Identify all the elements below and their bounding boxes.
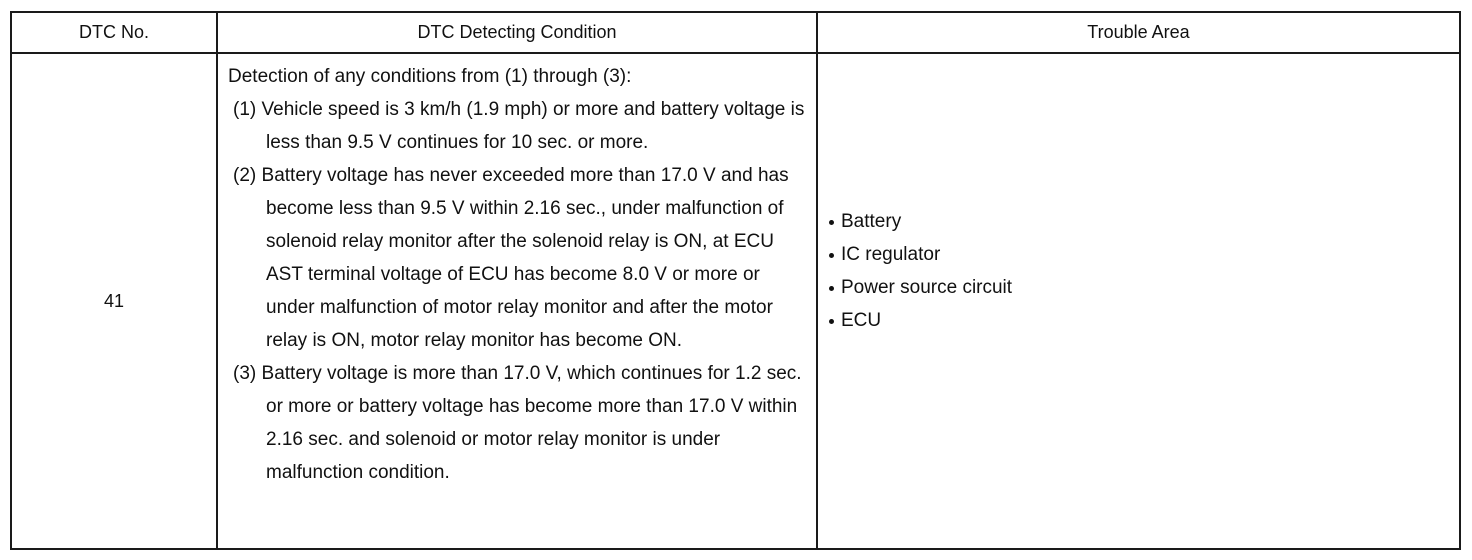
list-item: Power source circuit — [828, 271, 1459, 304]
dtc-number-cell: 41 — [11, 53, 217, 549]
condition-number: (3) — [233, 363, 257, 384]
list-item: Battery — [828, 205, 1459, 238]
condition-item-2 — [228, 159, 806, 357]
condition-text: Vehicle speed is 3 km/h (1.9 mph) or more and battery voltage is less than 9.5 V continues for 10 sec. or more. — [261, 99, 805, 153]
dtc-table — [10, 11, 1461, 550]
table-row — [11, 53, 1460, 549]
detecting-condition-cell — [217, 53, 817, 549]
trouble-area-cell — [817, 53, 1460, 549]
header-trouble-area: Trouble Area — [817, 12, 1460, 53]
condition-text: Battery voltage has never exceeded more than 17.0 V and has become less than 9.5 V within 2.16 sec., under malfunction of solenoid relay monitor after the solenoid relay is ON, at ECU AST terminal voltage of ECU has become 8.0 V or more or under malfunction of motor relay monitor and after the motor relay is ON, motor relay monitor has become ON. — [261, 165, 789, 351]
header-dtc-detecting-condition: DTC Detecting Condition — [217, 12, 817, 53]
condition-number: (2) — [233, 165, 257, 186]
list-item: IC regulator — [828, 238, 1459, 271]
condition-item-3 — [228, 357, 806, 489]
condition-number: (1) — [233, 99, 257, 120]
condition-intro: Detection of any conditions from (1) through (3): — [228, 66, 632, 87]
header-dtc-no: DTC No. — [11, 12, 217, 53]
table-header-row — [11, 12, 1460, 53]
condition-text: Battery voltage is more than 17.0 V, which continues for 1.2 sec. or more or battery voltage has become more than 17.0 V within 2.16 sec. and solenoid or motor relay monitor is under malfunction condition. — [261, 363, 802, 483]
trouble-area-list — [818, 205, 1459, 397]
condition-item-1 — [228, 93, 806, 159]
list-item: ECU — [828, 304, 1459, 337]
